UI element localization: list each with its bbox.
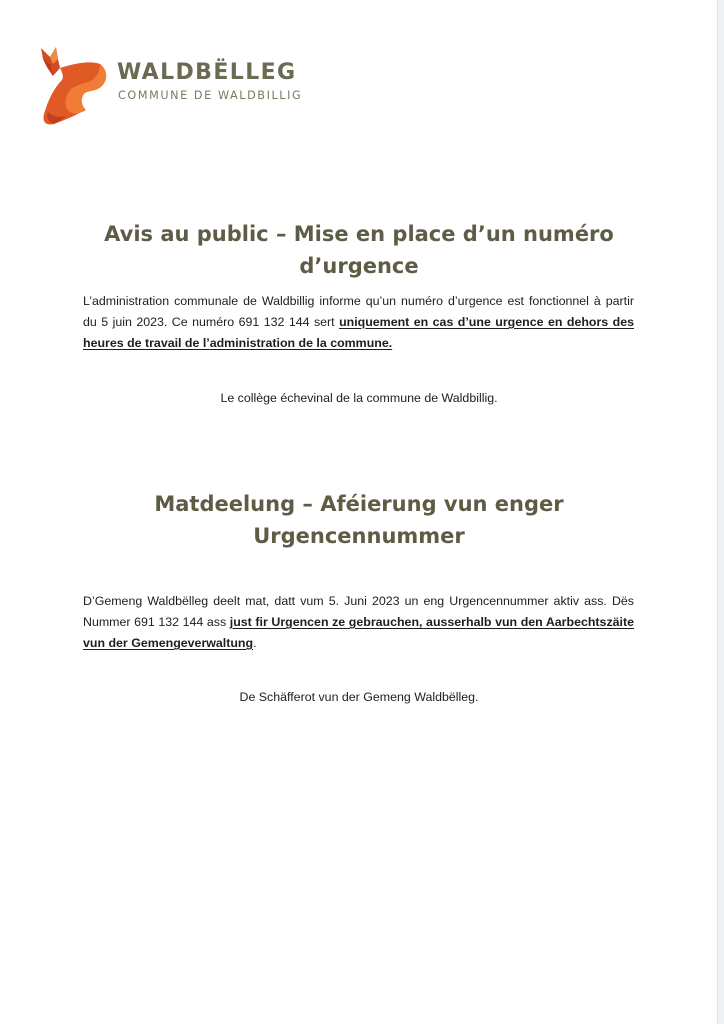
heading-luxembourgish	[70, 488, 648, 552]
paragraph-french-text: L’administration communale de Waldbillig informe qu’un numéro d’urgence est fonctionnel à partir du 5 juin 2023. Ce numéro 691 132 144 sert	[83, 294, 634, 329]
heading-french-line1: Avis au public – Mise en place d’un numéro	[104, 222, 614, 246]
paragraph-french	[83, 291, 634, 354]
commune-logo	[34, 42, 314, 128]
fox-icon	[34, 42, 112, 128]
heading-french	[70, 218, 648, 282]
signature-luxembourgish: De Schäfferot vun der Gemeng Waldbëlleg.	[239, 690, 479, 704]
paragraph-luxembourgish-emphasis: just fir Urgencen ze gebrauchen, ausserhalb vun den Aarbechtszäite vun der Gemengeverwaltung	[83, 615, 634, 650]
signature-french: Le collège échevinal de la commune de Waldbillig.	[220, 391, 498, 405]
paragraph-luxembourgish-text: D’Gemeng Waldbëlleg deelt mat, datt vum 5. Juni 2023 un eng Urgencennummer aktiv ass. Dës Nummer 691 132 144 ass	[83, 594, 634, 629]
commune-name: WALDBËLLEG	[117, 60, 297, 85]
paragraph-french-emphasis: uniquement en cas d’une urgence en dehors des heures de travail de l’administration de la commune.	[83, 315, 634, 350]
paragraph-luxembourgish	[83, 591, 634, 654]
heading-luxembourgish-line2: Urgencennummer	[253, 524, 465, 548]
heading-luxembourgish-line1: Matdeelung – Aféierung vun enger	[154, 492, 564, 516]
paragraph-luxembourgish-end: .	[253, 636, 257, 650]
commune-subtitle: COMMUNE DE WALDBILLIG	[118, 89, 303, 102]
scan-edge	[717, 0, 724, 1024]
heading-french-line2: d’urgence	[299, 254, 419, 278]
